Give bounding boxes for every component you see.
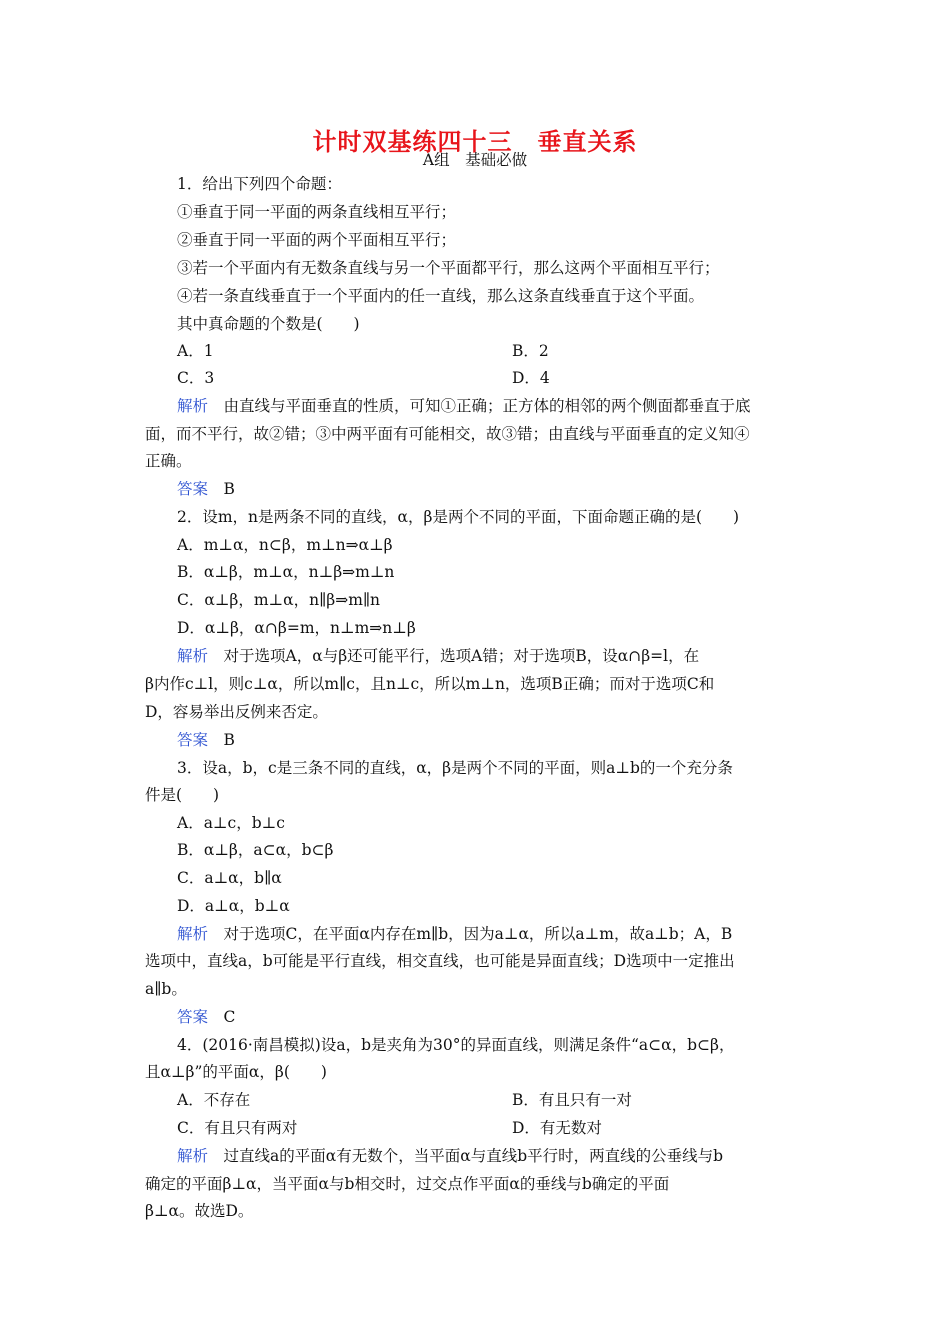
q3-stem-line-2: 件是( )	[145, 786, 220, 804]
q4-stem-line-1: 4．(2016·南昌模拟)设a，b是夹角为30°的异面直线，则满足条件“a⊂α，b⊂β，	[177, 1036, 735, 1054]
q1-proposition-3: ③若一个平面内有无数条直线与另一个平面都平行，那么这两个平面相互平行；	[177, 259, 720, 277]
q2-option-d: D．α⊥β，α∩β=m，n⊥m⇒n⊥β	[177, 619, 416, 637]
q4-explanation-line-1: 解析 过直线a的平面α有无数个，当平面α与直线b平行时，两直线的公垂线与b	[177, 1147, 724, 1165]
q4-explanation-line-2: 确定的平面β⊥α，当平面α与b相交时，过交点作平面α的垂线与b确定的平面	[145, 1175, 670, 1193]
q2-explanation-line-1: 解析 对于选项A，α与β还可能平行，选项A错；对于选项B，设α∩β=l，在	[177, 647, 700, 665]
q1-proposition-4: ④若一条直线垂直于一个平面内的任一直线，那么这条直线垂直于这个平面。	[177, 287, 705, 305]
q1-option-d: D．4	[512, 369, 550, 387]
section-subtitle: A组 基础必做	[422, 151, 528, 169]
q3-explanation-line-1: 解析 对于选项C，在平面α内存在m∥b，因为a⊥α，所以a⊥m，故a⊥b；A，B	[177, 925, 733, 943]
q3-explanation-line-3: a∥b。	[145, 980, 187, 998]
q2-answer: 答案 B	[177, 731, 235, 749]
q1-explanation-line-1: 解析 由直线与平面垂直的性质，可知①正确；正方体的相邻的两个侧面都垂直于底	[177, 397, 751, 415]
q3-option-c: C．a⊥α，b∥α	[177, 869, 282, 887]
q2-option-a: A．m⊥α，n⊂β，m⊥n⇒α⊥β	[177, 536, 393, 554]
explanation-label: 解析	[177, 1147, 209, 1165]
q2-stem: 2．设m，n是两条不同的直线，α，β是两个不同的平面，下面命题正确的是( )	[177, 508, 740, 526]
answer-label: 答案	[177, 480, 209, 498]
q1-stem: 1．给出下列四个命题：	[177, 175, 342, 193]
q3-option-b: B．α⊥β，a⊂α，b⊂β	[177, 841, 334, 859]
q1-option-c: C．3	[177, 369, 215, 387]
explanation-label: 解析	[177, 925, 209, 943]
q4-option-c: C．有且只有两对	[177, 1119, 298, 1137]
q4-stem-line-2: 且α⊥β”的平面α，β( )	[145, 1063, 327, 1081]
q3-explanation-line-2: 选项中，直线a，b可能是平行直线，相交直线，也可能是异面直线；D选项中一定推出	[145, 952, 735, 970]
page-title: 计时双基练四十三 垂直关系	[312, 127, 638, 156]
q1-option-b: B．2	[512, 342, 549, 360]
q4-option-d: D．有无数对	[512, 1119, 602, 1137]
q2-option-c: C．α⊥β，m⊥α，n∥β⇒m∥n	[177, 591, 381, 609]
q1-proposition-1: ①垂直于同一平面的两条直线相互平行；	[177, 203, 457, 221]
q4-option-b: B．有且只有一对	[512, 1091, 632, 1109]
q3-option-d: D．a⊥α，b⊥α	[177, 897, 290, 915]
q4-explanation-line-3: β⊥α。故选D。	[145, 1202, 254, 1220]
answer-label: 答案	[177, 1008, 209, 1026]
explanation-label: 解析	[177, 647, 209, 665]
q2-option-b: B．α⊥β，m⊥α，n⊥β⇒m⊥n	[177, 563, 395, 581]
q1-explanation-line-2: 面，而不平行，故②错；③中两平面有可能相交，故③错；由直线与平面垂直的定义知④	[145, 425, 750, 443]
q3-stem-line-1: 3．设a，b，c是三条不同的直线，α，β是两个不同的平面，则a⊥b的一个充分条	[177, 759, 733, 777]
q3-answer: 答案 C	[177, 1008, 236, 1026]
q1-question: 其中真命题的个数是( )	[177, 315, 360, 333]
q1-answer: 答案 B	[177, 480, 235, 498]
answer-label: 答案	[177, 731, 209, 749]
q2-explanation-line-2: β内作c⊥l，则c⊥α，所以m∥c，且n⊥c，所以m⊥n，选项B正确；而对于选项C和	[145, 675, 715, 693]
q4-option-a: A．不存在	[177, 1091, 251, 1109]
q2-explanation-line-3: D，容易举出反例来否定。	[145, 703, 328, 721]
q1-proposition-2: ②垂直于同一平面的两个平面相互平行；	[177, 231, 457, 249]
explanation-label: 解析	[177, 397, 209, 415]
q3-option-a: A．a⊥c，b⊥c	[177, 814, 285, 832]
q1-explanation-line-3: 正确。	[145, 452, 192, 470]
q1-option-a: A．1	[177, 342, 214, 360]
